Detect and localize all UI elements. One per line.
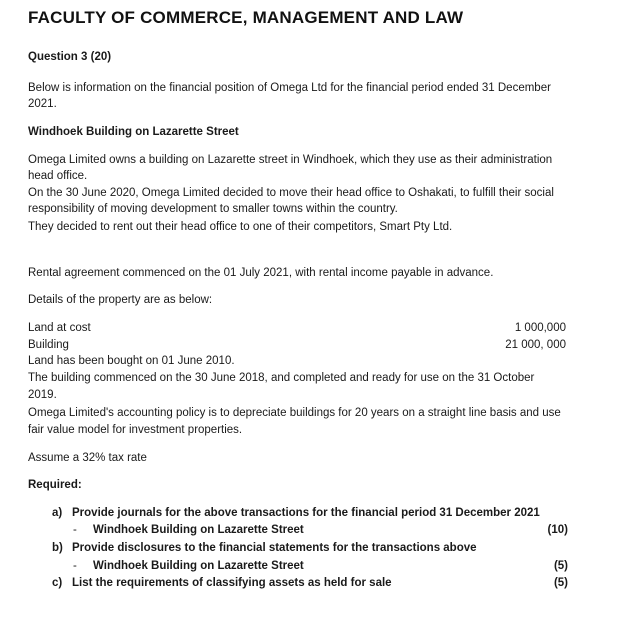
building-line-2: 2019. bbox=[28, 389, 57, 401]
policy-line-1: Omega Limited's accounting policy is to depreciate buildings for 20 years on a straight line basis and use bbox=[28, 407, 561, 419]
tax-line: Assume a 32% tax rate bbox=[28, 452, 147, 464]
para3: They decided to rent out their head office to one of their competitors, Smart Pty Ltd. bbox=[28, 221, 453, 233]
requirement-marker: b) bbox=[52, 542, 63, 554]
para2-line-1: On the 30 June 2020, Omega Limited decided to move their head office to Oshakati, to fulfill their social bbox=[28, 187, 554, 199]
sub-item-text: Windhoek Building on Lazarette Street bbox=[93, 524, 304, 536]
rental-line: Rental agreement commenced on the 01 July 2021, with rental income payable in advance. bbox=[28, 267, 494, 279]
property-value: 1 000,000 bbox=[514, 322, 566, 334]
policy-line-2: fair value model for investment properties. bbox=[28, 424, 243, 436]
marks-label: (10) bbox=[547, 524, 568, 536]
sub-item-text: Windhoek Building on Lazarette Street bbox=[93, 560, 304, 572]
building-line-1: The building commenced on the 30 June 2018, and completed and ready for use on the 31 October bbox=[28, 372, 535, 384]
required-heading: Required: bbox=[28, 479, 82, 491]
property-value: 21 000, 000 bbox=[505, 339, 566, 351]
details-line: Details of the property are as below: bbox=[28, 294, 213, 306]
requirement-text: Provide journals for the above transactions for the financial period 31 December 2021 bbox=[72, 507, 540, 519]
intro-line-2: 2021. bbox=[28, 98, 57, 110]
marks-label: (5) bbox=[553, 577, 568, 589]
question-heading: Question 3 (20) bbox=[28, 51, 112, 63]
intro-line-1: Below is information on the financial position of Omega Ltd for the financial period ended 31 December bbox=[28, 82, 551, 94]
property-label: Land at cost bbox=[28, 322, 91, 334]
marks-label: (5) bbox=[553, 560, 568, 572]
property-label: Building bbox=[28, 339, 69, 351]
sub-dash: - bbox=[73, 524, 77, 536]
para1-line-1: Omega Limited owns a building on Lazarette street in Windhoek, which they use as their administration bbox=[28, 154, 553, 166]
requirement-marker: a) bbox=[52, 507, 63, 519]
land-bought-line: Land has been bought on 01 June 2010. bbox=[28, 355, 235, 367]
para1-line-2: head office. bbox=[28, 170, 88, 182]
sub-dash: - bbox=[73, 560, 77, 572]
faculty-title: FACULTY OF COMMERCE, MANAGEMENT AND LAW bbox=[28, 8, 464, 27]
section-heading: Windhoek Building on Lazarette Street bbox=[28, 126, 239, 138]
para2-line-2: responsibility of moving development to smaller towns within the country. bbox=[28, 203, 398, 215]
requirement-text: List the requirements of classifying assets as held for sale bbox=[72, 577, 392, 589]
requirement-text: Provide disclosures to the financial statements for the transactions above bbox=[72, 542, 477, 554]
requirement-marker: c) bbox=[52, 577, 63, 589]
